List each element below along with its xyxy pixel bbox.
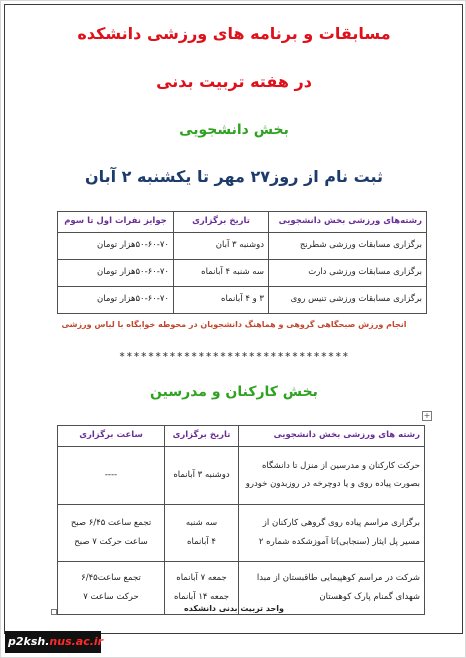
table-cell: برگزاری مسابقات ورزشی تنیس روی (269, 287, 427, 314)
cell-line: شرکت در مراسم کوهپیمایی طاقبستان از مبدا (256, 572, 420, 583)
table-header: ساعت برگزاری (58, 426, 165, 447)
table-cell (239, 447, 425, 505)
registration-notice: ثبت نام از روز۲۷ مهر تا یکشنبه ۲ آبان (84, 167, 384, 186)
table-move-handle-icon[interactable]: + (423, 411, 431, 420)
student-section-heading: بخش دانشجویی (179, 122, 289, 138)
table-cell (165, 447, 239, 505)
cell-line: بصورت پیاده روی و یا دوچرخه در روزبدون خودرو (245, 478, 420, 489)
table-row (58, 233, 427, 260)
cell-line: حرکت کارکنان و مدرسین از منزل تا دانشگاه (261, 461, 420, 472)
site-watermark (5, 631, 104, 653)
cell-line: سه شنبه (185, 517, 218, 528)
table-cell: ۵۰-۶۰-۷۰هزار تومان (58, 233, 174, 260)
staff-section-heading: بخش کارکنان و مدرسین (150, 384, 318, 400)
table-cell: ۳ و ۴ آبانماه (174, 287, 269, 314)
table-row (58, 505, 425, 562)
table-cell: دوشنبه ۳ آبان (174, 233, 269, 260)
table-cell: ۵۰-۶۰-۷۰هزار تومان (58, 287, 174, 314)
main-title: مسابقات و برنامه های ورزشی دانشکده (77, 24, 391, 43)
cell-line: برگزاری مراسم پیاده روی گروهی کارکنان از (262, 517, 420, 528)
watermark-prefix: p2ksh. (8, 635, 50, 648)
morning-exercise-notice: انجام ورزش صبحگاهی گروهی و هماهنگ دانشجویان در محوطه خوابگاه با لباس ورزشی (61, 320, 407, 329)
cell-line: ---- (104, 469, 118, 480)
table-row (58, 287, 427, 314)
table-cell: برگزاری مسابقات ورزشی شطرنج (269, 233, 427, 260)
staff-events-table (57, 425, 425, 615)
table-row (58, 447, 425, 505)
table-header: تاریخ برگزاری (165, 426, 239, 447)
cell-line: ساعت حرکت ۷ صبح (74, 537, 148, 547)
cell-line: تجمع ساعت ۶/۴۵ صبح (70, 517, 152, 528)
cell-line: تجمع ساعت۶/۴۵ (81, 572, 141, 583)
cell-line: جمعه ۷ آبانماه (176, 572, 227, 583)
cell-line: ۴ آبانماه (187, 537, 216, 547)
cell-line: مسیر پل ایثار (سنجابی)تا آموزشکده شماره ۲ (258, 537, 420, 547)
table-cell (58, 447, 165, 505)
table-cell (58, 505, 165, 562)
table-cell: ۵۰-۶۰-۷۰هزار تومان (58, 260, 174, 287)
table-cell: سه شنبه ۴ آبانماه (174, 260, 269, 287)
table-cell (165, 505, 239, 562)
table-header: تاریخ برگزاری (174, 212, 269, 233)
table-header-row (58, 426, 425, 447)
separator-line: ∗∗∗∗∗∗∗∗∗∗∗∗∗∗∗∗∗∗∗∗∗∗∗∗∗∗∗∗∗∗∗∗ (118, 350, 350, 359)
table-cell: برگزاری مسابقات ورزشی دارت (269, 260, 427, 287)
main-subtitle: در هفته تربیت بدنی (156, 72, 312, 91)
table-header: رشته های ورزشی بخش دانشجویی (239, 426, 425, 447)
table-row (58, 260, 427, 287)
cell-line: حرکت ساعت ۷ (83, 592, 139, 602)
footer-signature: واحد تربیت بدنی دانشکده (184, 604, 284, 613)
watermark-domain: nus.ac.ir (49, 635, 104, 648)
table-header: رشته‌های ورزشی بخش دانشجویی (269, 212, 427, 233)
cell-line: جمعه ۱۴ آبانماه (173, 592, 229, 602)
cell-line: شهدای گمنام پارک کوهستان (319, 592, 420, 602)
cell-line: دوشنبه ۳ آبانماه (173, 469, 230, 480)
table-header-row (58, 212, 427, 233)
student-events-table (57, 211, 427, 314)
table-header: جوایز نفرات اول تا سوم (58, 212, 174, 233)
table-cell (239, 505, 425, 562)
